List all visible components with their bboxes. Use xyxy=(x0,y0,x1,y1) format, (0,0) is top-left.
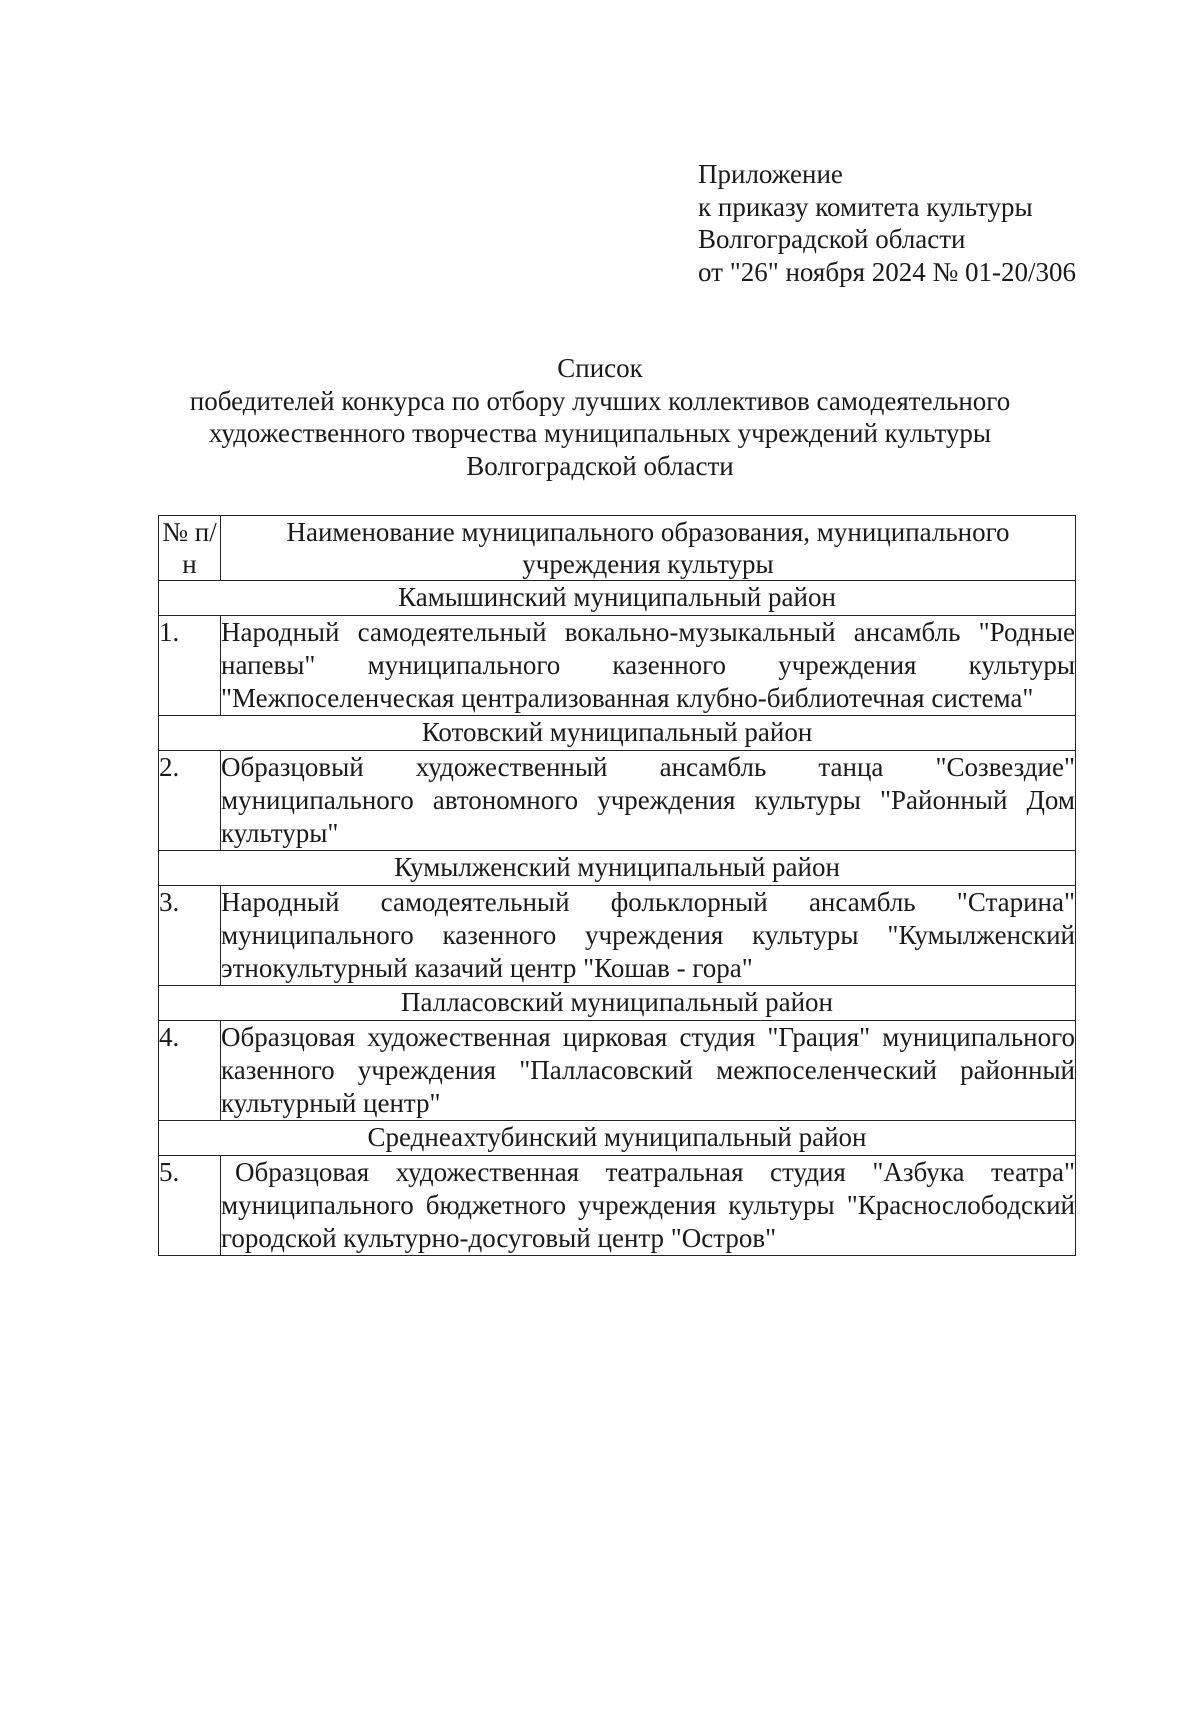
row-number: 4. xyxy=(159,1021,221,1121)
table-row xyxy=(159,886,1076,986)
table-row xyxy=(159,1021,1076,1121)
table-row xyxy=(159,616,1076,716)
table-row xyxy=(159,1156,1076,1256)
appendix-line: Приложение xyxy=(698,159,843,189)
district-row xyxy=(159,986,1076,1021)
title-line: художественного творчества муниципальных учреждений культуры xyxy=(208,418,992,448)
district-row xyxy=(159,581,1076,616)
district-name: Палласовский муниципальный район xyxy=(159,986,1076,1021)
appendix-order-line: от "26" ноября 2024 № 01-20/306 xyxy=(698,256,1076,287)
row-description: Образцовый художественный ансамбль танца "Созвездие" муниципального автономного учреждения культуры "Районный Дом культуры" xyxy=(221,751,1076,851)
district-row xyxy=(159,851,1076,886)
table-row xyxy=(159,751,1076,851)
header-number: № п/н xyxy=(159,516,221,581)
district-row xyxy=(159,716,1076,751)
title-line: победителей конкурса по отбору лучших коллективов самодеятельного xyxy=(189,385,1011,416)
row-description: Образцовая художественная цирковая студия "Грация" муниципального казенного учреждения "Палласовский межпоселенческий районный культурный центр" xyxy=(221,1021,1076,1121)
district-name: Котовский муниципальный район xyxy=(159,716,1076,751)
table-header-row xyxy=(159,516,1076,581)
district-row xyxy=(159,1121,1076,1156)
row-number: 1. xyxy=(159,616,221,716)
title-line: Волгоградской области xyxy=(466,450,734,481)
row-description: Образцовая художественная театральная студия "Азбука театра" муниципального бюджетного учреждения культуры "Краснослободский городской культурно-досуговый центр "Остров" xyxy=(221,1156,1076,1256)
header-name: Наименование муниципального образования, муниципального учреждения культуры xyxy=(221,516,1076,581)
appendix-block xyxy=(698,158,1076,288)
appendix-line: к приказу комитета культуры xyxy=(698,191,1033,222)
district-name: Среднеахтубинский муниципальный район xyxy=(159,1121,1076,1156)
row-number: 5. xyxy=(159,1156,221,1256)
appendix-line: Волгоградской области xyxy=(698,224,966,254)
district-name: Кумылженский муниципальный район xyxy=(159,851,1076,886)
document-title xyxy=(150,352,1050,482)
title-line: Список xyxy=(557,353,643,383)
row-description: Народный самодеятельный фольклорный ансамбль "Старина" муниципального казенного учреждения культуры "Кумылженский этнокультурный казачий центр "Кошав - гора" xyxy=(221,886,1076,986)
row-number: 3. xyxy=(159,886,221,986)
row-number: 2. xyxy=(159,751,221,851)
winners-table xyxy=(158,515,1076,1256)
row-description: Народный самодеятельный вокально-музыкальный ансамбль "Родные напевы" муниципального казенного учреждения культуры "Межпоселенческая централизованная клубно-библиотечная система" xyxy=(221,616,1076,716)
district-name: Камышинский муниципальный район xyxy=(159,581,1076,616)
